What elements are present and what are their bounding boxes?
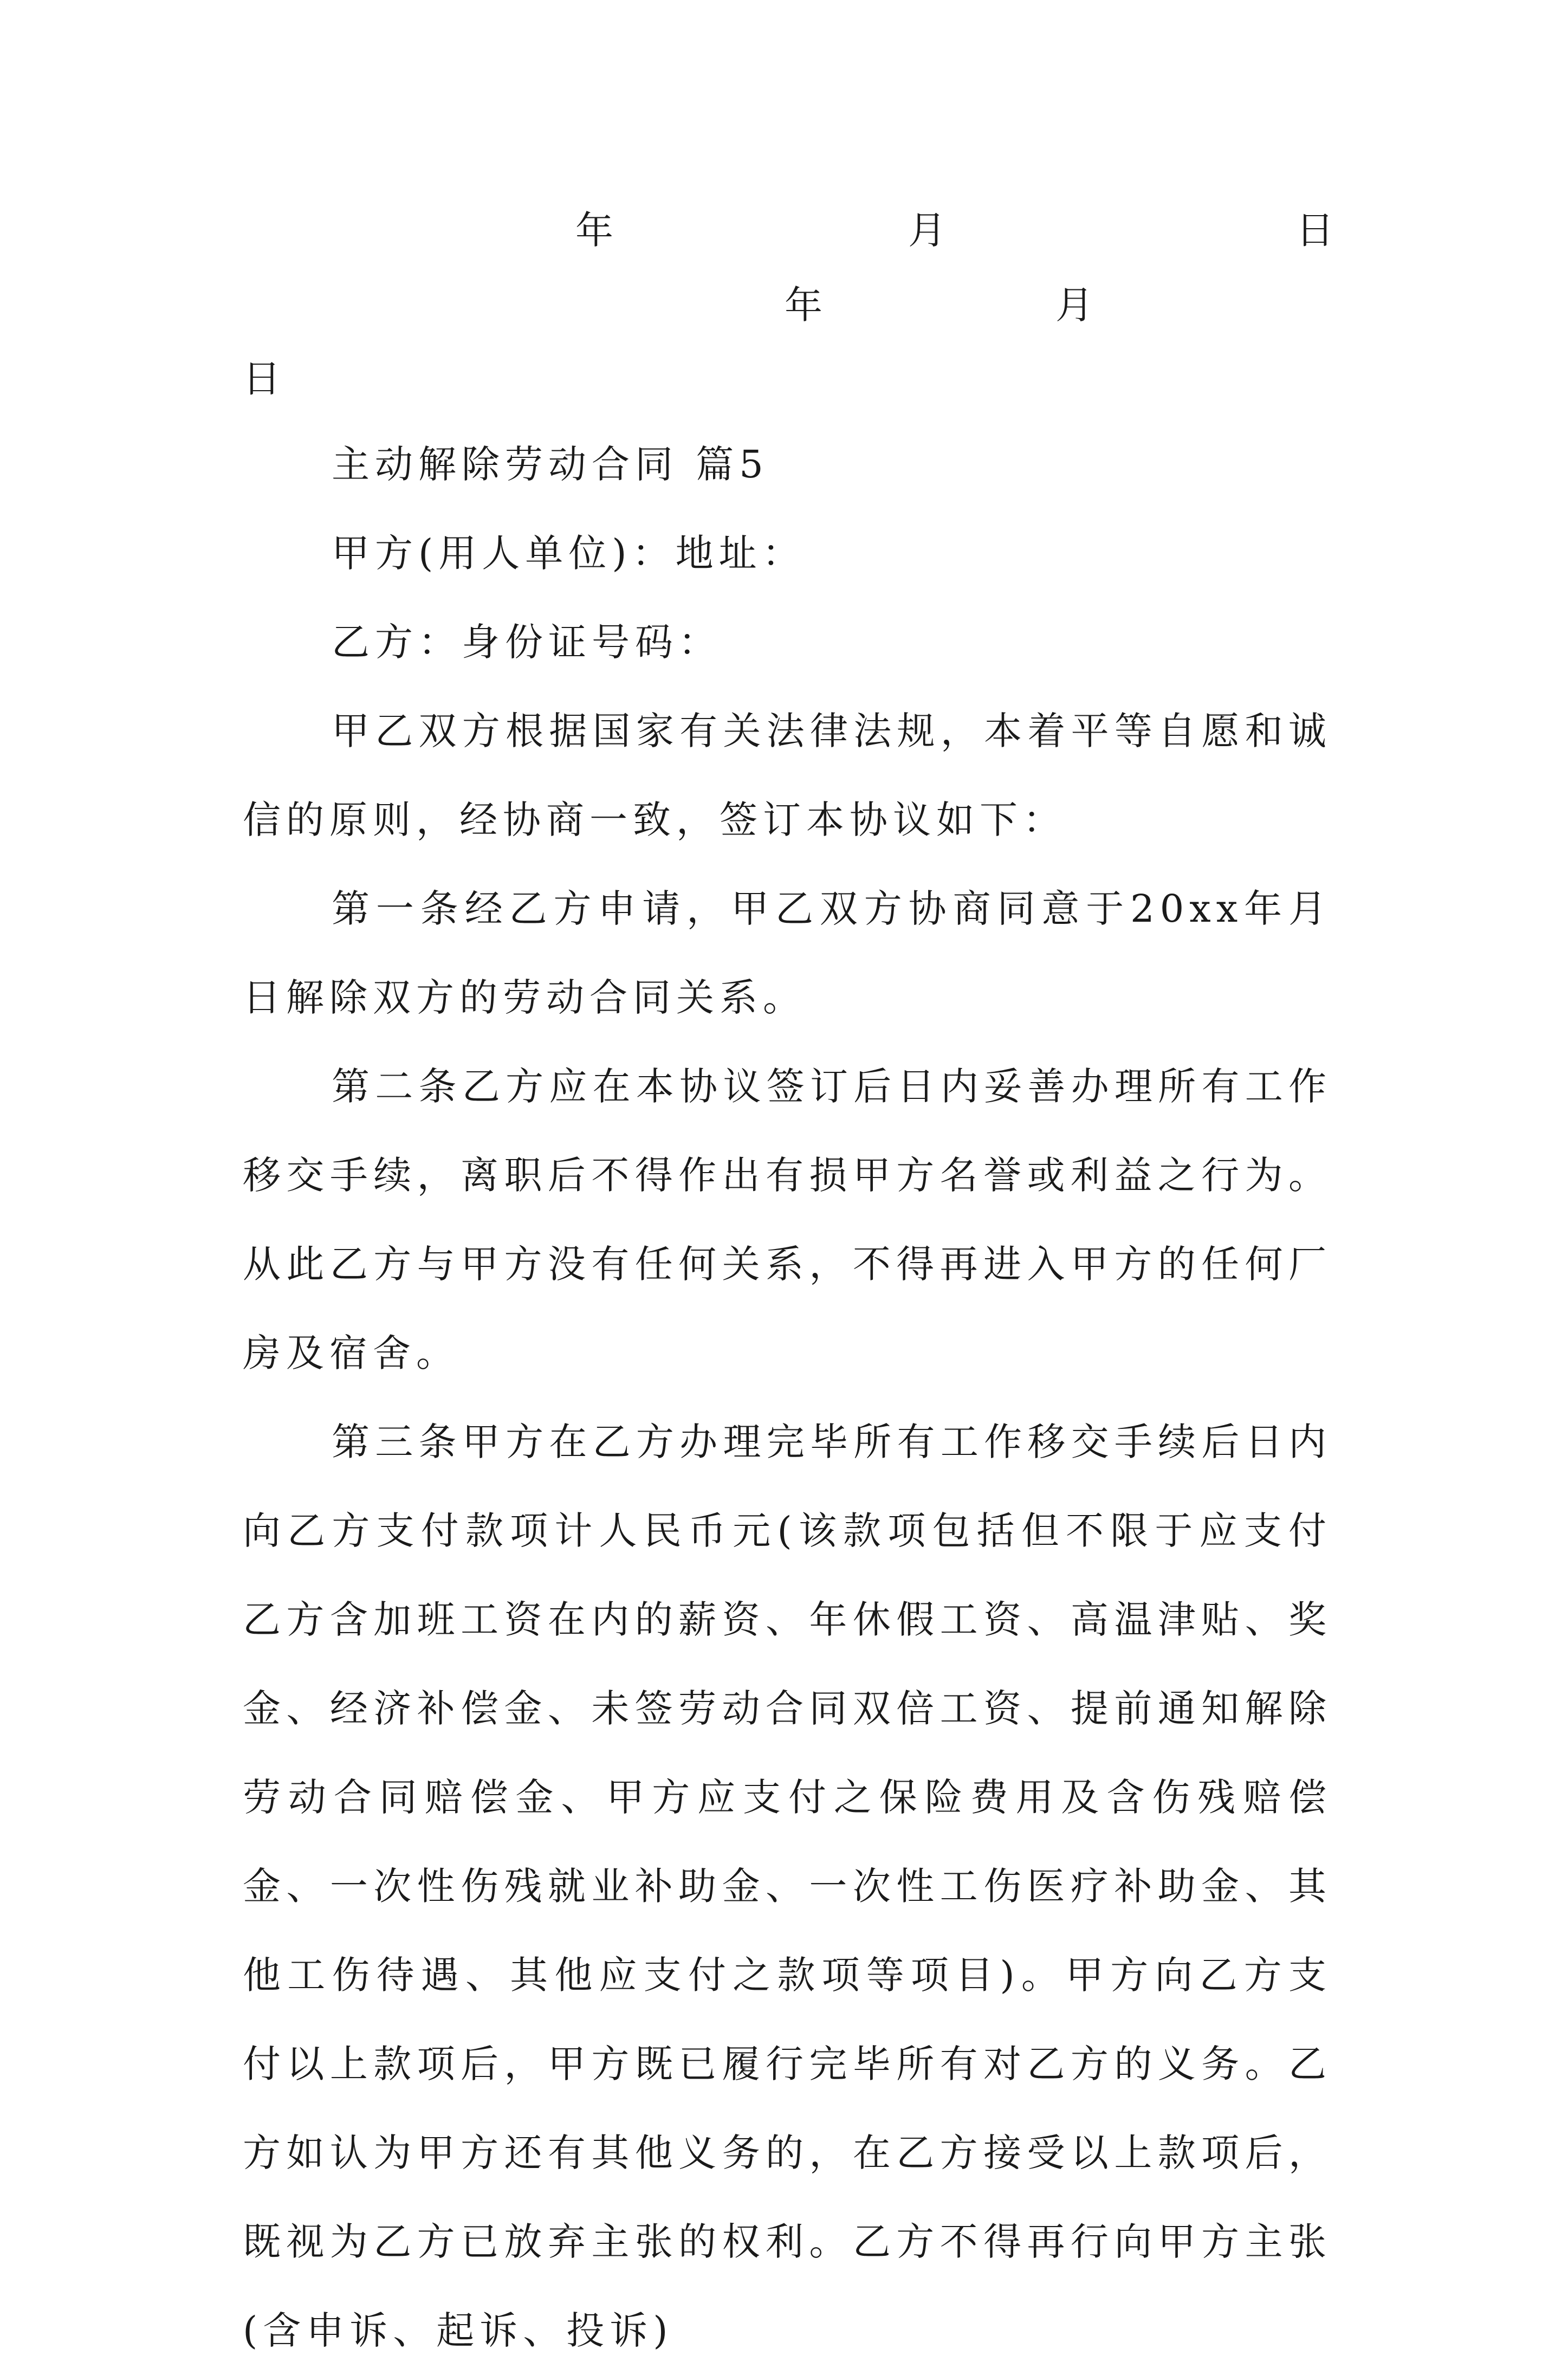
date-year-label: 年 (575, 208, 613, 253)
date-month-label: 月 (908, 208, 946, 253)
date-day-label: 日 (243, 357, 281, 401)
article-1-paragraph: 第一条经乙方申请，甲乙双方协商同意于20xx年月日解除双方的劳动合同关系。 (243, 886, 1332, 1020)
section-title: 主动解除劳动合同 篇5 (332, 442, 769, 487)
date-month-label: 月 (1055, 283, 1093, 327)
document-body (243, 420, 1332, 2375)
date-line-1 (0, 200, 1568, 260)
preamble-paragraph: 甲乙双方根据国家有关法律法规，本着平等自愿和诚信的原则，经协商一致，签订本协议如下： (243, 709, 1332, 842)
article-2-paragraph: 第二条乙方应在本协议签订后日内妥善办理所有工作移交手续，离职后不得作出有损甲方名誉或利益之行为。从此乙方与甲方没有任何关系，不得再进入甲方的任何厂房及宿舍。 (243, 1064, 1332, 1375)
date-line-2 (0, 275, 1568, 335)
date-line-3 (0, 349, 1568, 409)
article-3-paragraph: 第三条甲方在乙方办理完毕所有工作移交手续后日内向乙方支付款项计人民币元(该款项包括但不限于应支付乙方含加班工资在内的薪资、年休假工资、高温津贴、奖金、经济补偿金、未签劳动合同双倍工资、提前通知解除劳动合同赔偿金、甲方应支付之保险费用及含伤残赔偿金、一次性伤残就业补助金、一次性工伤医疗补助金、其他工伤待遇、其他应支付之款项等项目)。甲方向乙方支付以上款项后，甲方既已履行完毕所有对乙方的义务。乙方如认为甲方还有其他义务的，在乙方接受以上款项后，既视为乙方已放弃主张的权利。乙方不得再行向甲方主张(含申诉、起诉、投诉) (243, 1420, 1332, 2353)
date-year-label: 年 (785, 283, 822, 327)
party-b-line: 乙方：身份证号码： (332, 620, 722, 664)
date-day-label: 日 (1296, 208, 1334, 253)
party-a-line: 甲方(用人单位)：地址： (332, 531, 806, 575)
